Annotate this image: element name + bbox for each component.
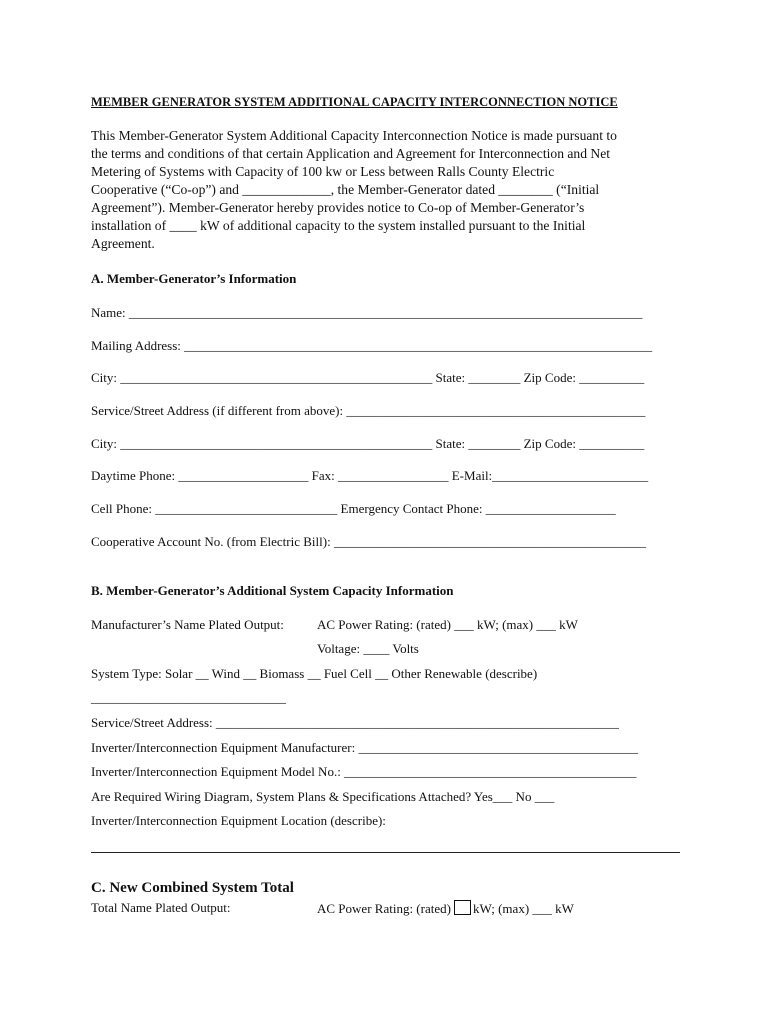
intro-line: the terms and conditions of that certain Application and Agreement for Interconnection and Net bbox=[91, 146, 611, 161]
inverter-location-line[interactable] bbox=[91, 852, 680, 853]
inverter-model-field[interactable]: Inverter/Interconnection Equipment Model No.: _____________________________________________ bbox=[91, 764, 637, 779]
section-a-heading: A. Member-Generator’s Information bbox=[91, 271, 297, 286]
account-number-field[interactable]: Cooperative Account No. (from Electric Bill): ________________________________________________ bbox=[91, 534, 646, 549]
rated-kw-checkbox[interactable] bbox=[454, 900, 471, 915]
inverter-manufacturer-field[interactable]: Inverter/Interconnection Equipment Manufacturer: ___________________________________________ bbox=[91, 740, 638, 755]
section-b-heading: B. Member-Generator’s Additional System Capacity Information bbox=[91, 583, 454, 598]
combined-ac-rated-label: AC Power Rating: (rated) bbox=[317, 901, 451, 916]
total-plated-output-label: Total Name Plated Output: bbox=[91, 900, 231, 915]
phone-fax-email-field[interactable]: Daytime Phone: ____________________ Fax: _________________ E-Mail:________________________ bbox=[91, 468, 649, 483]
city-state-zip-field[interactable]: City: ________________________________________________ State: ________ Zip Code: __________ bbox=[91, 370, 645, 385]
intro-line: Agreement”). Member-Generator hereby provides notice to Co-op of Member-Generator’s bbox=[91, 200, 585, 215]
plated-output-label: Manufacturer’s Name Plated Output: bbox=[91, 617, 284, 632]
section-c-heading: C. New Combined System Total bbox=[91, 880, 294, 896]
intro-paragraph bbox=[91, 127, 691, 253]
document-title: MEMBER GENERATOR SYSTEM ADDITIONAL CAPACITY INTERCONNECTION NOTICE bbox=[91, 95, 618, 109]
intro-line: installation of ____ kW of additional capacity to the system installed pursuant to the Initial bbox=[91, 218, 586, 233]
system-type-describe-line[interactable]: ______________________________ bbox=[91, 690, 286, 705]
service-city-state-zip-field[interactable]: City: ________________________________________________ State: ________ Zip Code: __________ bbox=[91, 436, 645, 451]
wiring-diagram-attached-field[interactable]: Are Required Wiring Diagram, System Plans & Specifications Attached? Yes___ No ___ bbox=[91, 789, 555, 804]
intro-line: Agreement. bbox=[91, 236, 155, 251]
combined-ac-power-rating bbox=[317, 900, 574, 917]
cell-emergency-phone-field[interactable]: Cell Phone: ____________________________ Emergency Contact Phone: ____________________ bbox=[91, 501, 616, 516]
inverter-location-label: Inverter/Interconnection Equipment Location (describe): bbox=[91, 813, 386, 828]
ac-power-rating-field[interactable]: AC Power Rating: (rated) ___ kW; (max) ___ kW bbox=[317, 617, 578, 632]
name-field[interactable]: Name: _______________________________________________________________________________ bbox=[91, 305, 643, 320]
voltage-field[interactable]: Voltage: ____ Volts bbox=[317, 641, 419, 656]
service-address-field[interactable]: Service/Street Address (if different from above): ______________________________________________ bbox=[91, 403, 646, 418]
mailing-address-field[interactable]: Mailing Address: ________________________________________________________________________ bbox=[91, 338, 653, 353]
system-service-address-field[interactable]: Service/Street Address: ______________________________________________________________ bbox=[91, 715, 619, 730]
system-type-field[interactable]: System Type: Solar __ Wind __ Biomass __ Fuel Cell __ Other Renewable (describe) bbox=[91, 666, 538, 681]
intro-line: Cooperative (“Co-op”) and _____________, the Member-Generator dated ________ (“Initial bbox=[91, 182, 600, 197]
intro-line: Metering of Systems with Capacity of 100 kw or Less between Ralls County Electric bbox=[91, 164, 555, 179]
intro-line: This Member-Generator System Additional Capacity Interconnection Notice is made pursuant to bbox=[91, 128, 617, 143]
combined-ac-max-field[interactable]: kW; (max) ___ kW bbox=[472, 901, 574, 916]
